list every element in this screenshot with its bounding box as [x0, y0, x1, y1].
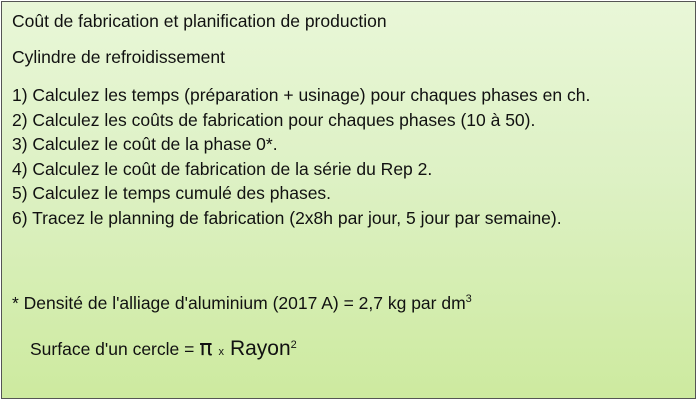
density-exponent: 3: [465, 293, 472, 305]
task-item-4: 4) Calculez le coût de fabrication de la série du Rep 2.: [12, 158, 433, 179]
density-note-text: * Densité de l'alliage d'aluminium (2017 A) = 2,7 kg par dm: [12, 293, 466, 313]
task-list: [12, 83, 590, 230]
task-item-3: 3) Calculez le coût de la phase 0*.: [12, 134, 278, 154]
instruction-card: [1, 1, 696, 399]
document-title: Coût de fabrication et planification de production: [12, 11, 387, 31]
pi-symbol: π: [199, 336, 213, 361]
formula-prefix: Surface d'un cercle =: [30, 339, 200, 359]
formula-exponent: 2: [290, 339, 297, 351]
task-item-5: 5) Calculez le temps cumulé des phases.: [12, 183, 332, 203]
task-item-6: 6) Tracez le planning de fabrication (2x8h par jour, 5 jour par semaine).: [12, 207, 562, 228]
task-item-1: 1) Calculez les temps (préparation + usinage) pour chaques phases en ch.: [12, 85, 591, 105]
task-item-2: 2) Calculez les coûts de fabrication pour chaques phases (10 à 50).: [12, 109, 536, 130]
density-note: [12, 291, 472, 315]
formula-term: Rayon: [229, 337, 291, 360]
multiply-sign: x: [218, 346, 224, 358]
circle-area-formula: [30, 337, 297, 364]
document-subtitle: Cylindre de refroidissement: [12, 47, 226, 67]
